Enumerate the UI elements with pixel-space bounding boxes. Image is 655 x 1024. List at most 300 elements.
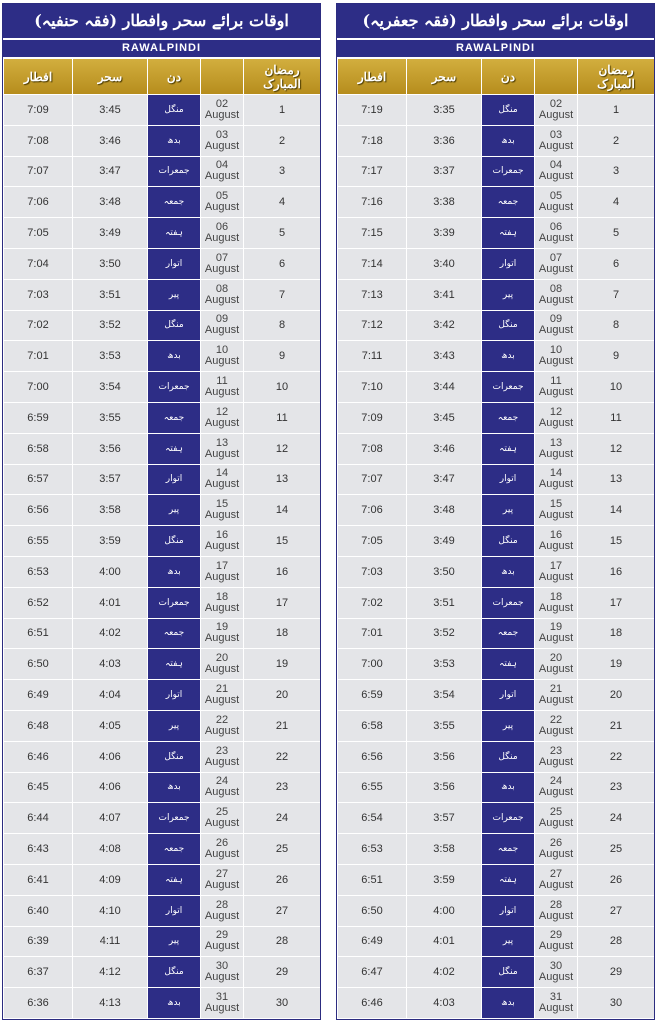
iftar-time: 6:46 bbox=[4, 742, 72, 772]
ramadan-day: 11 bbox=[244, 403, 320, 433]
ramadan-day: 2 bbox=[244, 126, 320, 156]
date-month: August bbox=[538, 416, 574, 429]
date-cell bbox=[201, 957, 243, 987]
sehar-time: 3:56 bbox=[407, 742, 481, 772]
iftar-time: 7:05 bbox=[338, 526, 406, 556]
table-row bbox=[4, 341, 320, 371]
date-month: August bbox=[204, 694, 240, 707]
date-day: 16 bbox=[549, 529, 563, 542]
date-cell bbox=[535, 711, 577, 741]
date-cell bbox=[201, 341, 243, 371]
sehar-time: 4:09 bbox=[73, 865, 147, 895]
weekday: بدھ bbox=[482, 341, 534, 371]
iftar-time: 6:50 bbox=[338, 896, 406, 926]
date-cell bbox=[535, 927, 577, 957]
ramadan-day: 10 bbox=[578, 372, 654, 402]
weekday: اتوار bbox=[148, 465, 200, 495]
date-day: 27 bbox=[215, 867, 229, 880]
iftar-time: 6:59 bbox=[338, 680, 406, 710]
ramadan-day: 16 bbox=[244, 557, 320, 587]
ramadan-day: 1 bbox=[578, 95, 654, 125]
header-row bbox=[338, 59, 654, 94]
date-cell bbox=[535, 157, 577, 187]
sehar-time: 3:52 bbox=[73, 311, 147, 341]
ramadan-day: 3 bbox=[244, 157, 320, 187]
iftar-time: 7:04 bbox=[4, 249, 72, 279]
weekday: ہفتہ bbox=[148, 865, 200, 895]
ramadan-day: 25 bbox=[244, 834, 320, 864]
date-day: 02 bbox=[549, 97, 563, 110]
date-month: August bbox=[204, 386, 240, 399]
header-sehar: سحر bbox=[73, 59, 147, 94]
sehar-time: 3:51 bbox=[73, 280, 147, 310]
iftar-time: 6:50 bbox=[4, 649, 72, 679]
date-day: 25 bbox=[549, 806, 563, 819]
ramadan-day: 13 bbox=[244, 465, 320, 495]
date-cell bbox=[535, 495, 577, 525]
date-day: 29 bbox=[215, 929, 229, 942]
ramadan-day: 23 bbox=[244, 773, 320, 803]
date-day: 29 bbox=[549, 929, 563, 942]
sehar-time: 3:38 bbox=[407, 187, 481, 217]
date-day: 09 bbox=[549, 313, 563, 326]
sehar-time: 4:01 bbox=[73, 588, 147, 618]
timetable-body bbox=[4, 95, 320, 1018]
weekday: ہفتہ bbox=[148, 649, 200, 679]
weekday: پیر bbox=[482, 280, 534, 310]
date-month: August bbox=[204, 478, 240, 491]
header-sehar: سحر bbox=[407, 59, 481, 94]
weekday: جمعرات bbox=[148, 157, 200, 187]
date-cell bbox=[535, 372, 577, 402]
date-cell bbox=[201, 927, 243, 957]
iftar-time: 6:59 bbox=[4, 403, 72, 433]
date-cell bbox=[535, 865, 577, 895]
table-row bbox=[338, 187, 654, 217]
sehar-time: 3:59 bbox=[73, 526, 147, 556]
ramadan-day: 5 bbox=[578, 218, 654, 248]
weekday: اتوار bbox=[148, 249, 200, 279]
date-month: August bbox=[204, 632, 240, 645]
date-cell bbox=[201, 588, 243, 618]
iftar-time: 6:37 bbox=[4, 957, 72, 987]
weekday: جمعرات bbox=[482, 588, 534, 618]
weekday: ہفتہ bbox=[482, 218, 534, 248]
date-month: August bbox=[204, 601, 240, 614]
date-day: 09 bbox=[215, 313, 229, 326]
table-row bbox=[4, 957, 320, 987]
ramadan-day: 14 bbox=[578, 495, 654, 525]
weekday: ہفتہ bbox=[482, 649, 534, 679]
ramadan-day: 12 bbox=[578, 434, 654, 464]
table-row bbox=[338, 434, 654, 464]
table-row bbox=[4, 403, 320, 433]
sehar-time: 4:00 bbox=[407, 896, 481, 926]
date-month: August bbox=[538, 108, 574, 121]
date-cell bbox=[201, 834, 243, 864]
ramadan-day: 29 bbox=[578, 957, 654, 987]
table-row bbox=[338, 95, 654, 125]
sehar-time: 4:06 bbox=[73, 742, 147, 772]
weekday: بدھ bbox=[482, 773, 534, 803]
sehar-time: 3:39 bbox=[407, 218, 481, 248]
date-cell bbox=[535, 403, 577, 433]
date-day: 16 bbox=[215, 529, 229, 542]
table-row bbox=[4, 588, 320, 618]
table-row bbox=[4, 495, 320, 525]
ramadan-day: 17 bbox=[578, 588, 654, 618]
sehar-time: 3:35 bbox=[407, 95, 481, 125]
date-month: August bbox=[538, 447, 574, 460]
weekday: بدھ bbox=[148, 773, 200, 803]
date-cell bbox=[201, 403, 243, 433]
weekday: جمعرات bbox=[482, 157, 534, 187]
weekday: بدھ bbox=[482, 988, 534, 1018]
sehar-time: 3:56 bbox=[407, 773, 481, 803]
table-row bbox=[4, 773, 320, 803]
date-month: August bbox=[538, 1002, 574, 1014]
date-cell bbox=[201, 157, 243, 187]
header-iftar: افطار bbox=[4, 59, 72, 94]
date-day: 28 bbox=[215, 898, 229, 911]
ramadan-day: 17 bbox=[244, 588, 320, 618]
table-row bbox=[4, 526, 320, 556]
sehar-time: 3:59 bbox=[407, 865, 481, 895]
sehar-time: 3:45 bbox=[407, 403, 481, 433]
date-month: August bbox=[204, 139, 240, 152]
date-day: 30 bbox=[549, 960, 563, 973]
weekday: جمعہ bbox=[482, 834, 534, 864]
table-row bbox=[338, 865, 654, 895]
timetable-body bbox=[338, 95, 654, 1018]
date-month: August bbox=[204, 1002, 240, 1014]
weekday: پیر bbox=[148, 927, 200, 957]
date-day: 03 bbox=[549, 128, 563, 141]
weekday: پیر bbox=[148, 711, 200, 741]
date-month: August bbox=[204, 971, 240, 984]
date-day: 15 bbox=[549, 498, 563, 511]
date-cell bbox=[201, 218, 243, 248]
date-month: August bbox=[538, 170, 574, 183]
iftar-time: 7:12 bbox=[338, 311, 406, 341]
ramadan-day: 18 bbox=[578, 619, 654, 649]
ramadan-day: 28 bbox=[578, 927, 654, 957]
iftar-time: 7:18 bbox=[338, 126, 406, 156]
weekday: جمعہ bbox=[482, 187, 534, 217]
table-row bbox=[4, 896, 320, 926]
sehar-time: 4:13 bbox=[73, 988, 147, 1018]
table-row bbox=[338, 157, 654, 187]
date-month: August bbox=[204, 170, 240, 183]
iftar-time: 7:09 bbox=[4, 95, 72, 125]
iftar-time: 6:40 bbox=[4, 896, 72, 926]
date-day: 19 bbox=[215, 621, 229, 634]
ramadan-day: 6 bbox=[578, 249, 654, 279]
weekday: اتوار bbox=[482, 680, 534, 710]
header-ramadan: رمضان المبارک bbox=[578, 59, 654, 94]
sehar-time: 3:42 bbox=[407, 311, 481, 341]
ramadan-day: 6 bbox=[244, 249, 320, 279]
ramadan-day: 27 bbox=[578, 896, 654, 926]
weekday: جمعرات bbox=[482, 372, 534, 402]
table-row bbox=[338, 126, 654, 156]
date-cell bbox=[201, 495, 243, 525]
date-month: August bbox=[538, 940, 574, 953]
ramadan-day: 24 bbox=[578, 803, 654, 833]
table-row bbox=[338, 588, 654, 618]
weekday: جمعہ bbox=[148, 619, 200, 649]
date-cell bbox=[535, 95, 577, 125]
date-month: August bbox=[538, 694, 574, 707]
weekday: منگل bbox=[482, 95, 534, 125]
sehar-time: 4:04 bbox=[73, 680, 147, 710]
iftar-time: 7:00 bbox=[4, 372, 72, 402]
date-cell bbox=[535, 988, 577, 1018]
ramadan-day: 15 bbox=[578, 526, 654, 556]
weekday: جمعہ bbox=[148, 403, 200, 433]
date-cell bbox=[201, 126, 243, 156]
sehar-time: 3:47 bbox=[73, 157, 147, 187]
ramadan-day: 8 bbox=[244, 311, 320, 341]
date-cell bbox=[201, 680, 243, 710]
ramadan-day: 22 bbox=[578, 742, 654, 772]
date-month: August bbox=[204, 755, 240, 768]
date-day: 18 bbox=[215, 590, 229, 603]
ramadan-day: 2 bbox=[578, 126, 654, 156]
table-row bbox=[4, 557, 320, 587]
date-day: 03 bbox=[215, 128, 229, 141]
iftar-time: 7:06 bbox=[338, 495, 406, 525]
sehar-time: 4:01 bbox=[407, 927, 481, 957]
sehar-time: 4:11 bbox=[73, 927, 147, 957]
weekday: بدھ bbox=[148, 341, 200, 371]
ramadan-day: 10 bbox=[244, 372, 320, 402]
table-row bbox=[338, 526, 654, 556]
date-month: August bbox=[538, 755, 574, 768]
weekday: ہفتہ bbox=[482, 434, 534, 464]
date-day: 12 bbox=[549, 405, 563, 418]
table-row bbox=[4, 311, 320, 341]
ramadan-day: 26 bbox=[578, 865, 654, 895]
date-month: August bbox=[538, 663, 574, 676]
ramadan-day: 11 bbox=[578, 403, 654, 433]
table-row bbox=[338, 465, 654, 495]
ramadan-day: 20 bbox=[244, 680, 320, 710]
date-month: August bbox=[204, 201, 240, 214]
sehar-time: 3:36 bbox=[407, 126, 481, 156]
date-day: 19 bbox=[549, 621, 563, 634]
date-cell bbox=[201, 773, 243, 803]
date-month: August bbox=[204, 232, 240, 245]
weekday: پیر bbox=[482, 927, 534, 957]
jafaria-timetable-panel bbox=[336, 3, 655, 1020]
sehar-time: 3:48 bbox=[407, 495, 481, 525]
ramadan-day: 16 bbox=[578, 557, 654, 587]
iftar-time: 7:16 bbox=[338, 187, 406, 217]
date-month: August bbox=[204, 940, 240, 953]
table-row bbox=[338, 311, 654, 341]
iftar-time: 7:13 bbox=[338, 280, 406, 310]
weekday: منگل bbox=[482, 742, 534, 772]
date-cell bbox=[535, 465, 577, 495]
sehar-time: 3:40 bbox=[407, 249, 481, 279]
date-day: 05 bbox=[549, 190, 563, 203]
date-month: August bbox=[538, 878, 574, 891]
ramadan-day: 19 bbox=[578, 649, 654, 679]
sehar-time: 3:47 bbox=[407, 465, 481, 495]
weekday: ہفتہ bbox=[148, 218, 200, 248]
weekday: پیر bbox=[482, 495, 534, 525]
weekday: اتوار bbox=[482, 249, 534, 279]
iftar-time: 7:07 bbox=[338, 465, 406, 495]
weekday: منگل bbox=[148, 95, 200, 125]
iftar-time: 7:02 bbox=[338, 588, 406, 618]
header-date bbox=[201, 59, 243, 94]
date-month: August bbox=[538, 386, 574, 399]
date-day: 27 bbox=[549, 867, 563, 880]
iftar-time: 6:55 bbox=[338, 773, 406, 803]
iftar-time: 6:48 bbox=[4, 711, 72, 741]
date-cell bbox=[201, 865, 243, 895]
date-cell bbox=[535, 434, 577, 464]
date-cell bbox=[535, 249, 577, 279]
sehar-time: 3:55 bbox=[407, 711, 481, 741]
city-label: RAWALPINDI bbox=[337, 40, 654, 57]
date-month: August bbox=[204, 355, 240, 368]
sehar-time: 3:52 bbox=[407, 619, 481, 649]
table-row bbox=[338, 218, 654, 248]
date-cell bbox=[535, 341, 577, 371]
weekday: جمعہ bbox=[148, 834, 200, 864]
iftar-time: 6:57 bbox=[4, 465, 72, 495]
date-month: August bbox=[204, 324, 240, 337]
ramadan-day: 4 bbox=[578, 187, 654, 217]
date-month: August bbox=[538, 570, 574, 583]
date-cell bbox=[201, 311, 243, 341]
ramadan-day: 22 bbox=[244, 742, 320, 772]
weekday: پیر bbox=[148, 280, 200, 310]
date-cell bbox=[535, 218, 577, 248]
sehar-time: 4:03 bbox=[407, 988, 481, 1018]
date-day: 10 bbox=[549, 344, 563, 357]
sehar-time: 4:06 bbox=[73, 773, 147, 803]
date-cell bbox=[201, 557, 243, 587]
weekday: بدھ bbox=[482, 557, 534, 587]
iftar-time: 7:03 bbox=[338, 557, 406, 587]
weekday: منگل bbox=[148, 526, 200, 556]
date-day: 11 bbox=[216, 375, 228, 388]
table-row bbox=[4, 988, 320, 1018]
date-day: 30 bbox=[215, 960, 229, 973]
table-row bbox=[4, 680, 320, 710]
sehar-time: 4:12 bbox=[73, 957, 147, 987]
table-row bbox=[338, 988, 654, 1018]
sehar-time: 4:00 bbox=[73, 557, 147, 587]
sehar-time: 3:51 bbox=[407, 588, 481, 618]
date-cell bbox=[535, 126, 577, 156]
iftar-time: 7:11 bbox=[338, 341, 406, 371]
date-day: 14 bbox=[549, 467, 563, 480]
date-day: 21 bbox=[215, 683, 229, 696]
iftar-time: 7:15 bbox=[338, 218, 406, 248]
date-day: 20 bbox=[549, 652, 563, 665]
date-cell bbox=[535, 588, 577, 618]
date-month: August bbox=[204, 663, 240, 676]
date-cell bbox=[201, 465, 243, 495]
date-day: 12 bbox=[215, 405, 229, 418]
table-row bbox=[338, 372, 654, 402]
ramadan-day: 25 bbox=[578, 834, 654, 864]
date-day: 13 bbox=[215, 436, 229, 449]
iftar-time: 6:56 bbox=[338, 742, 406, 772]
date-day: 17 bbox=[215, 559, 229, 572]
iftar-time: 6:53 bbox=[4, 557, 72, 587]
date-cell bbox=[535, 742, 577, 772]
date-day: 02 bbox=[215, 97, 229, 110]
date-day: 08 bbox=[215, 282, 229, 295]
date-month: August bbox=[538, 509, 574, 522]
date-day: 25 bbox=[215, 806, 229, 819]
weekday: ہفتہ bbox=[148, 434, 200, 464]
sehar-time: 3:45 bbox=[73, 95, 147, 125]
date-cell bbox=[535, 280, 577, 310]
date-cell bbox=[535, 187, 577, 217]
ramadan-day: 19 bbox=[244, 649, 320, 679]
date-cell bbox=[201, 649, 243, 679]
date-day: 22 bbox=[549, 713, 563, 726]
ramadan-day: 7 bbox=[578, 280, 654, 310]
city-label: RAWALPINDI bbox=[3, 40, 320, 57]
ramadan-day: 5 bbox=[244, 218, 320, 248]
table-row bbox=[338, 957, 654, 987]
date-cell bbox=[201, 187, 243, 217]
date-month: August bbox=[538, 478, 574, 491]
table-row bbox=[338, 742, 654, 772]
sehar-time: 3:56 bbox=[73, 434, 147, 464]
iftar-time: 7:10 bbox=[338, 372, 406, 402]
ramadan-day: 24 bbox=[244, 803, 320, 833]
table-row bbox=[4, 372, 320, 402]
iftar-time: 6:56 bbox=[4, 495, 72, 525]
iftar-time: 7:02 bbox=[4, 311, 72, 341]
timetable bbox=[337, 58, 655, 1019]
date-month: August bbox=[204, 848, 240, 861]
date-cell bbox=[201, 803, 243, 833]
weekday: منگل bbox=[482, 957, 534, 987]
date-day: 11 bbox=[550, 375, 562, 388]
ramadan-day: 4 bbox=[244, 187, 320, 217]
panel-title: اوقات برائے سحر وافطار (فقہ حنفیہ) bbox=[3, 4, 320, 38]
date-month: August bbox=[204, 447, 240, 460]
iftar-time: 7:08 bbox=[4, 126, 72, 156]
table-row bbox=[338, 403, 654, 433]
sehar-time: 3:54 bbox=[73, 372, 147, 402]
date-day: 31 bbox=[549, 991, 563, 1003]
weekday: جمعرات bbox=[482, 803, 534, 833]
date-month: August bbox=[204, 509, 240, 522]
ramadan-day: 1 bbox=[244, 95, 320, 125]
iftar-time: 7:06 bbox=[4, 187, 72, 217]
ramadan-day: 7 bbox=[244, 280, 320, 310]
date-month: August bbox=[538, 724, 574, 737]
table-row bbox=[4, 249, 320, 279]
table-row bbox=[338, 834, 654, 864]
table-row bbox=[338, 803, 654, 833]
sehar-time: 4:03 bbox=[73, 649, 147, 679]
weekday: اتوار bbox=[148, 896, 200, 926]
table-row bbox=[338, 341, 654, 371]
date-day: 18 bbox=[549, 590, 563, 603]
